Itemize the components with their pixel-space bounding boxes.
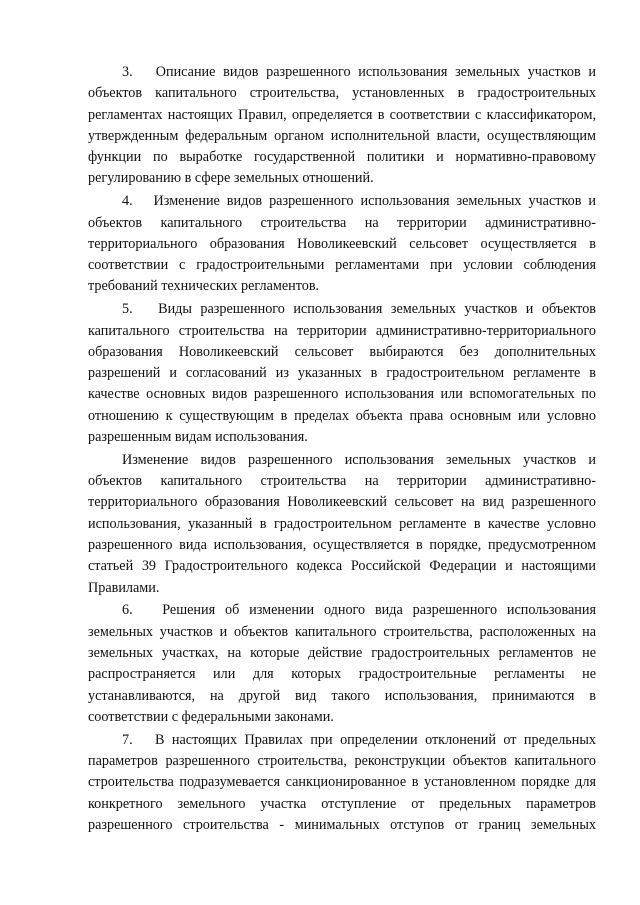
paragraph-5-continuation: Изменение видов разрешенного использования земельных участков и объектов капитального строительства на территории административно-территориального образования Новоликеевский сельсовет на вид разрешенного использования, указанный в градостроительном регламенте в качестве условно разрешенного вида использования, осуществляется в порядке, предусмотренном статьей 39 Градостроительного кодекса Российской Федерации и настоящими Правилами.	[88, 451, 596, 596]
document-body	[88, 62, 596, 838]
paragraph-5: 5. Виды разрешенного использования земельных участков и объектов капитального строительства на территории административно-территориального образования Новоликеевский сельсовет выбираются без дополнительных разрешений и согласований из указанных в градостроительном регламенте в качестве основных видов разрешенного использования или вспомогательных по отношению к существующим в пределах объекта права основным или условно разрешенным видам использования.	[88, 301, 596, 446]
paragraph-4: 4. Изменение видов разрешенного использования земельных участков и объектов капитального строительства на территории административно-территориального образования Новоликеевский сельсовет осуществляется в соответствии с градостроительными регламентами при условии соблюдения требований технических регламентов.	[88, 193, 596, 295]
paragraph-3: 3. Описание видов разрешенного использования земельных участков и объектов капитального строительства, установленных в градостроительных регламентах настоящих Правил, определяется в соответствии с классификатором, утвержденным федеральным органом исполнительной власти, осуществляющим функции по выработке государственной политики и нормативно-правовому регулированию в сфере земельных отношений.	[88, 64, 596, 187]
paragraph-7: 7. В настоящих Правилах при определении отклонений от предельных параметров разрешенного строительства, реконструкции объектов капитального строительства подразумевается санкционированное в установленном порядке для конкретного земельного участка отступление от предельных параметров разрешенного строительства - минимальных отступов от границ земельных	[88, 731, 596, 833]
paragraph-6: 6. Решения об изменении одного вида разрешенного использования земельных участков и объектов капитального строительства, расположенных на земельных участках, на которые действие градостроительных регламентов не распространяется или для которых градостроительные регламенты не устанавливаются, на другой вид такого использования, принимаются в соответствии с федеральными законами.	[88, 602, 596, 725]
